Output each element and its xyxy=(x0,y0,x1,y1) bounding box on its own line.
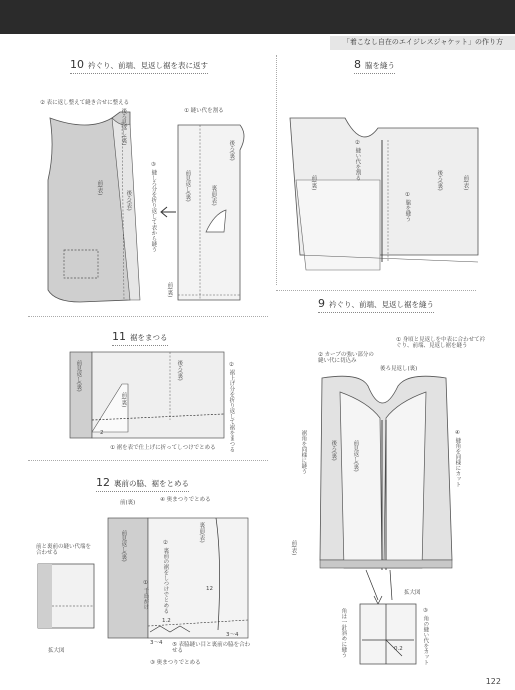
front-panel xyxy=(108,518,148,638)
sec10-label-lining-front: 裏前(表) xyxy=(210,185,217,206)
sec10-note-6: ① 縫い代を割る xyxy=(184,108,224,114)
sec10-label-front: 前(表) xyxy=(96,180,103,196)
sec8-label-front: 前(裏) xyxy=(310,175,317,191)
sec9-label-front: 前(表) xyxy=(290,540,297,556)
section-number: 12 xyxy=(96,476,110,489)
sec12-note-1: ① 千鳥がけ xyxy=(142,580,149,610)
sec9-note-hem-corner: 裾角を同様に縫う xyxy=(300,430,307,474)
sec10-label-front-inside: 前(裏) xyxy=(166,282,173,298)
sec12-label-lining-front: 裏前(表) xyxy=(198,522,205,543)
page-number: 122 xyxy=(485,677,501,686)
sec8-label-front-right: 前(表) xyxy=(462,175,469,191)
sec12-zoom-label: 拡大図 xyxy=(48,648,65,654)
sec9-label-front-facing: 前見返し(裏) xyxy=(352,440,359,472)
sec11-measure: 2 xyxy=(100,430,104,436)
section-number: 11 xyxy=(112,330,126,343)
section-heading: 衿ぐり、前端、見返し裾を縫う xyxy=(329,300,434,309)
section-heading: 脇を縫う xyxy=(365,61,395,70)
sec10-label-back-facing: 後ろ見返し(裏) xyxy=(120,108,127,146)
sec12-note-4: ④ 奥まつりでとめる xyxy=(160,497,211,503)
sec11-note-2: ② 裾上げ分を折り返して裾をまつる xyxy=(228,362,235,453)
sec12-note-5: ⑤ 表脇縫い目と裏前の脇を合わせる xyxy=(172,642,251,655)
sec11-label-back: 後ろ(裏) xyxy=(176,360,183,381)
sec9-note-corner: 角は一針斜めに縫う xyxy=(340,608,347,658)
section-number: 9 xyxy=(318,297,325,310)
header-title: 「着こなし自在のエイジレスジャケット」の作り方 xyxy=(342,38,503,46)
sec9-note-4: ④ 縫角を同様にカット xyxy=(454,430,461,488)
sec10-label-front-facing: 前見返し(裏) xyxy=(184,170,191,202)
sec9-label-back: 後ろ(裏) xyxy=(330,440,337,461)
sec12-label-front: 前(裏) xyxy=(120,500,136,506)
sec9-measure: 0.2 xyxy=(394,646,403,652)
sec12-measure-b: 1.2 xyxy=(162,618,171,624)
sec10-label-back: 後ろ(表) xyxy=(125,190,132,211)
sec9-note-1a: ① 身頃と見返しを中表に合わせて衿ぐり、前端、見返し裾を縫う xyxy=(396,337,486,350)
sec11-label-front-facing: 前見返し(裏) xyxy=(75,360,82,392)
section-heading: 裏前の脇、裾をとめる xyxy=(114,479,189,488)
sec8-note-2: ② 縫い代を割る xyxy=(354,140,361,181)
sec10-label-back-inside: 後ろ(裏) xyxy=(228,140,235,161)
sec8-label-back: 後ろ(裏) xyxy=(436,170,443,191)
section-heading: 裾をまつる xyxy=(130,333,168,342)
sec9-note-3: ③ 角の縫い代をカット xyxy=(422,608,429,666)
sec12-measure-a: 12 xyxy=(206,586,213,592)
sec12-note-3: ③ 奥まつりでとめる xyxy=(150,660,201,666)
sec12-measure-d: 3〜4 xyxy=(226,632,239,638)
section-heading: 衿ぐり、前端、見返し裾を表に返す xyxy=(88,61,208,70)
sec11-label-front: 前(裏) xyxy=(120,392,127,408)
section-number: 8 xyxy=(354,58,361,71)
sec12-note-zoom: 前と裏前の縫い代端を合わせる xyxy=(36,544,92,557)
sec9-label-back-facing: 後ろ見返し(裏) xyxy=(380,366,418,372)
section-number: 10 xyxy=(70,58,84,71)
sec10-note-1: ② 表に返し整えて縫き合せに整える xyxy=(40,100,130,106)
sec10-note-3: ③ 縫しろ分を折り返して表から縫う xyxy=(150,162,157,253)
sec9-zoom-label: 拡大図 xyxy=(404,590,421,596)
sec12-label-front-facing: 前見返し(裏) xyxy=(120,530,127,562)
sec8-note-1: ① 脇を縫う xyxy=(404,192,411,222)
sec12-measure-c: 3〜4 xyxy=(150,640,163,646)
sec11-note-1: ① 裾を表で仕上げに折ってしつけでとめる xyxy=(110,445,216,451)
sec9-note-2: ② カーブの強い部分の縫い代に切込み xyxy=(318,352,374,365)
sec12-note-2: ② 裏前の裾をしつけでとめる xyxy=(162,540,169,614)
